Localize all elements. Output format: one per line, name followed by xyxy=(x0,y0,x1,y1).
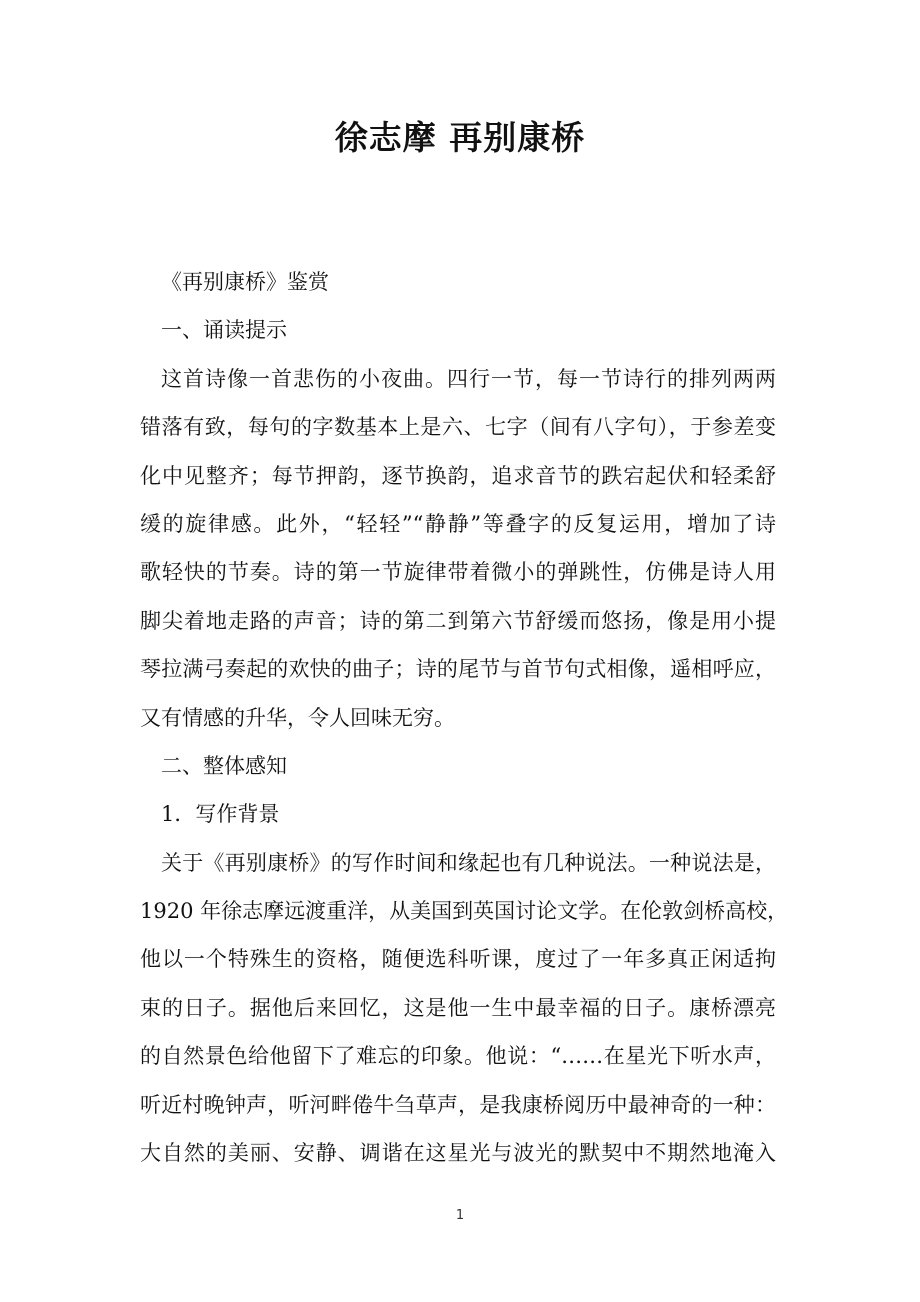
section-heading-overview: 二、整体感知 xyxy=(161,753,287,778)
appreciation-heading: 《再别康桥》鉴赏 xyxy=(161,270,329,294)
paragraph-line: 大自然的美丽、安静、调谐在这星光与波光的默契中不期然地淹入 xyxy=(140,1141,776,1166)
paragraph-line: 脚尖着地走路的声音；诗的第二到第六节舒缓而悠扬，像是用小提 xyxy=(140,608,776,633)
paragraph-line: 琴拉满弓奏起的欢快的曲子；诗的尾节与首节句式相像，遥相呼应， xyxy=(140,657,776,682)
section-heading-recitation: 一、诵读提示 xyxy=(161,318,287,343)
paragraph-line: 缓的旋律感。此外，“轻轻”“静静”等叠字的反复运用，增加了诗 xyxy=(140,511,776,536)
paragraph-line: 错落有致，每句的字数基本上是六、七字（间有八字句），于参差变 xyxy=(140,415,776,440)
paragraph-line: 听近村晚钟声，听河畔倦牛刍草声，是我康桥阅历中最神奇的一种： xyxy=(140,1092,776,1117)
document-title: 徐志摩 再别康桥 xyxy=(334,118,586,157)
paragraph-line: 化中见整齐；每节押韵，逐节换韵，追求音节的跌宕起伏和轻柔舒 xyxy=(140,463,776,488)
document-body xyxy=(140,258,789,1177)
page-number: 1 xyxy=(455,1208,465,1223)
paragraph-line: 的自然景色给他留下了难忘的印象。他说：“……在星光下听水声， xyxy=(140,1044,776,1069)
paragraph-line: 他以一个特殊生的资格，随便选科听课，度过了一年多真正闲适拘 xyxy=(140,947,776,972)
paragraph-line: 这首诗像一首悲伤的小夜曲。四行一节，每一节诗行的排列两两 xyxy=(161,366,776,391)
paragraph-line: 歌轻快的节奏。诗的第一节旋律带着微小的弹跳性，仿佛是诗人用 xyxy=(140,560,776,585)
subsection-heading-background: 1．写作背景 xyxy=(161,802,280,827)
paragraph-line: 束的日子。据他后来回忆，这是他一生中最幸福的日子。康桥漂亮 xyxy=(140,995,776,1020)
paragraph-line: 又有情感的升华，令人回味无穷。 xyxy=(140,705,455,730)
paragraph-line: 1920 年徐志摩远渡重洋，从美国到英国讨论文学。在伦敦剑桥高校， xyxy=(140,899,789,924)
paragraph-line: 关于《再别康桥》的写作时间和缘起也有几种说法。一种说法是， xyxy=(161,850,776,875)
